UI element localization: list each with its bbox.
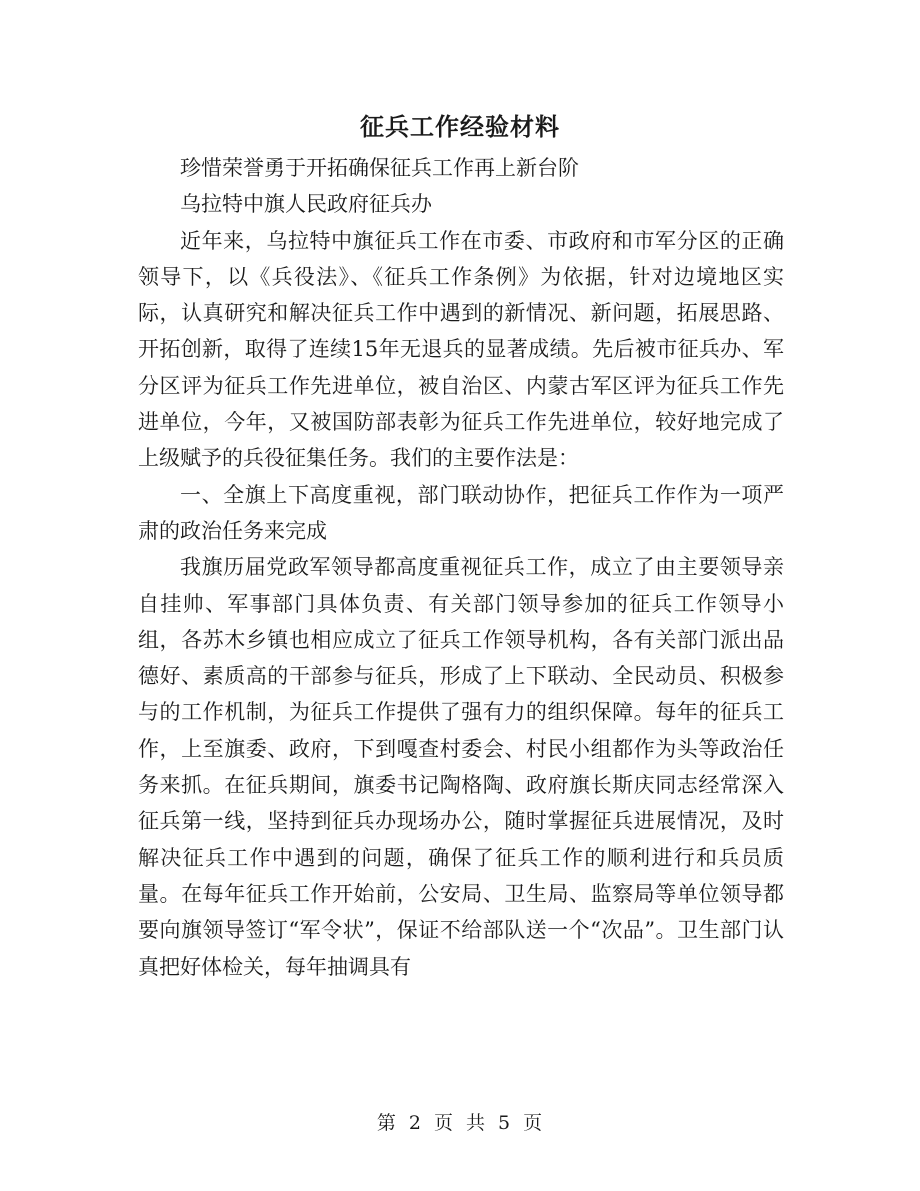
section-heading-1: 一、全旗上下高度重视，部门联动协作，把征兵工作作为一项严肃的政治任务来完成 [138,482,784,543]
page-label-suffix: 页 [523,1112,544,1134]
document-subtitle: 珍惜荣誉勇于开拓确保征兵工作再上新台阶 [180,156,579,180]
paragraph-section-1: 我旗历届党政军领导都高度重视征兵工作，成立了由主要领导亲自挂帅、军事部门具体负责、有关部门领导参加的征兵工作领导小组，各苏木乡镇也相应成立了征兵工作领导机构，各有关部门派出品德好、素质高的干部参与征兵，形成了上下联动、全民动员、积极参与的工作机制，为征兵工作提供了强有力的组织保障。每年的征兵工作，上至旗委、政府，下到嘎查村委会、村民小组都作为头等政治任务来抓。在征兵期间，旗委书记陶格陶、政府旗长斯庆同志经常深入征兵第一线，坚持到征兵办现场办公，随时掌握征兵进展情况，及时解决征兵工作中遇到的问题，确保了征兵工作的顺利进行和兵员质量。在每年征兵工作开始前，公安局、卫生局、监察局等单位领导都要向旗领导签订“军令状”，保证不给部队送一个“次品”。卫生部门认真把好体检关，每年抽调具有 [138,555,784,979]
document-author: 乌拉特中旗人民政府征兵办 [180,192,432,217]
paragraph-intro: 近年来，乌拉特中旗征兵工作在市委、市政府和市军分区的正确领导下，以《兵役法》、《征兵工作条例》为依据，针对边境地区实际，认真研究和解决征兵工作中遇到的新情况、新问题，拓展思路、开拓创新，取得了连续15年无退兵的显著成绩。先后被市征兵办、军分区评为征兵工作先进单位，被自治区、内蒙古军区评为征兵工作先进单位，今年，又被国防部表彰为征兵工作先进单位，较好地完成了上级赋予的兵役征集任务。我们的主要作法是： [138,228,784,471]
document-body [138,150,784,985]
total-label: 共 [466,1112,487,1134]
page-label-prefix: 第 [376,1112,397,1134]
page-label-mid: 页 [433,1112,454,1134]
total-pages-number: 5 [498,1112,512,1134]
current-page-number: 2 [408,1112,422,1134]
page-footer [0,1108,920,1138]
document-title: 征兵工作经验材料 [360,112,560,141]
